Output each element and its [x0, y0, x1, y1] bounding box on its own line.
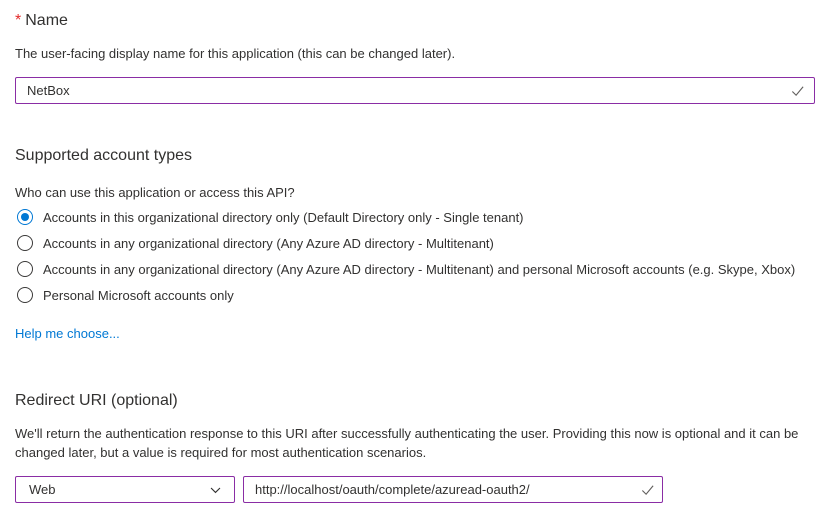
- name-section-title-text: Name: [25, 12, 68, 29]
- checkmark-icon: [790, 83, 805, 98]
- redirect-uri-description: We'll return the authentication response to this URI after successfully authenticating the user. Providing this now is optional and it can be changed later, but a value is required for most authentication scenarios.: [15, 426, 799, 460]
- account-types-section: [15, 146, 815, 343]
- help-me-choose-link[interactable]: Help me choose...: [15, 326, 120, 341]
- chevron-down-icon: [209, 483, 222, 496]
- radio-button[interactable]: [17, 261, 33, 277]
- platform-select-value: Web: [29, 482, 56, 497]
- platform-select[interactable]: [15, 476, 235, 503]
- name-section-title: [15, 11, 815, 31]
- redirect-uri-title: Redirect URI (optional): [15, 392, 178, 409]
- radio-option-label: Accounts in any organizational directory (Any Azure AD directory - Multitenant): [43, 235, 494, 251]
- radio-option-label: Personal Microsoft accounts only: [43, 287, 234, 303]
- account-types-question: Who can use this application or access this API?: [15, 185, 295, 200]
- radio-option-multitenant-personal[interactable]: [15, 256, 815, 282]
- radio-button[interactable]: [17, 287, 33, 303]
- radio-option-label: Accounts in any organizational directory (Any Azure AD directory - Multitenant) and personal Microsoft accounts (e.g. Skype, Xbox): [43, 261, 796, 277]
- radio-option-label: Accounts in this organizational directory only (Default Directory only - Single tenant): [43, 209, 524, 225]
- name-input[interactable]: [15, 77, 815, 104]
- redirect-uri-section: [15, 391, 815, 503]
- required-asterisk: *: [15, 12, 22, 29]
- radio-option-single-tenant[interactable]: [15, 204, 815, 230]
- name-input-wrap: [15, 77, 815, 104]
- radio-button[interactable]: [17, 209, 33, 225]
- redirect-uri-input[interactable]: [243, 476, 663, 503]
- account-types-title: Supported account types: [15, 147, 193, 164]
- name-description: The user-facing display name for this application (this can be changed later).: [15, 46, 456, 61]
- account-types-radio-group: [15, 204, 815, 308]
- redirect-uri-controls: [15, 476, 815, 503]
- redirect-uri-input-wrap: [243, 476, 663, 503]
- checkmark-icon: [640, 482, 655, 497]
- radio-option-multitenant[interactable]: [15, 230, 815, 256]
- radio-option-personal-only[interactable]: [15, 282, 815, 308]
- radio-button[interactable]: [17, 235, 33, 251]
